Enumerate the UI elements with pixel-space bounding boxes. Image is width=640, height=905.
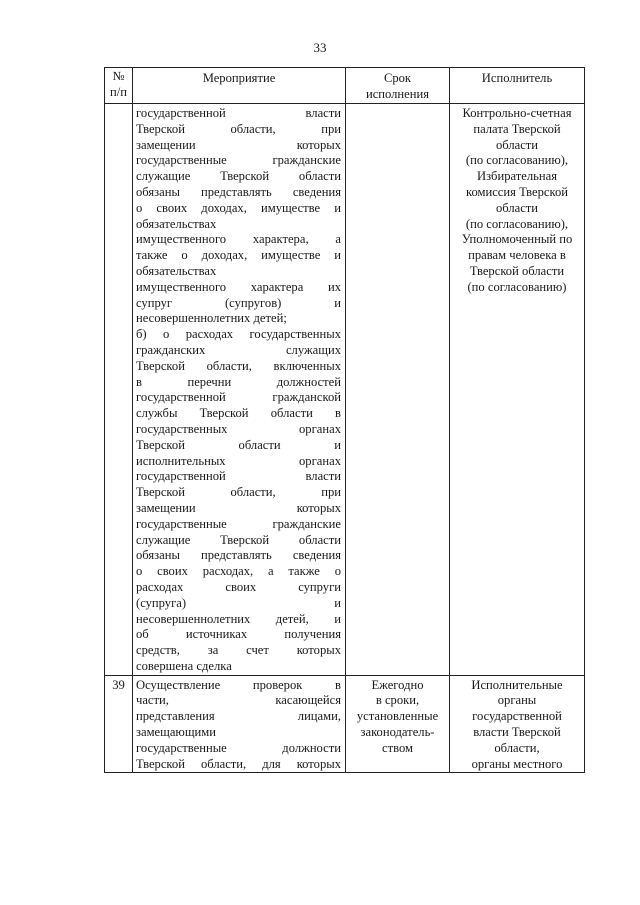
event-text-line: обязаны представлять сведения	[136, 548, 341, 563]
event-text-line: государственные должности	[136, 740, 341, 755]
row-number	[105, 104, 133, 676]
event-text-line: совершена сделка	[136, 658, 232, 673]
header-executor: Исполнитель	[450, 68, 585, 104]
event-text-line: государственной гражданской	[136, 390, 341, 405]
event-text-line: государственных органах	[136, 421, 341, 436]
executor-text-line: палата Тверской	[473, 121, 561, 136]
header-event: Мероприятие	[133, 68, 346, 104]
event-text-line: о своих доходах, имуществе и	[136, 200, 341, 215]
event-text-line: государственной власти	[136, 106, 341, 120]
executor-text-line: Исполнительные	[471, 677, 563, 692]
executor-text-line: области,	[494, 740, 540, 755]
event-text-line: средств, за счет которых	[136, 643, 341, 658]
executor-text-line: власти Тверской	[473, 725, 561, 740]
event-text-line: Тверской области и	[136, 437, 341, 452]
event-text-line: несовершеннолетних детей;	[136, 311, 287, 326]
event-text-line: государственной власти	[136, 469, 341, 484]
header-deadline	[346, 68, 450, 104]
event-text-line: б) о расходах государственных	[136, 327, 341, 342]
executor-text-line: комиссия Тверской	[465, 184, 569, 199]
header-deadline-line-1: Срок	[383, 71, 412, 85]
event-text-line: обязаны представлять сведения	[136, 184, 341, 199]
executor-text-line: Уполномоченный по	[461, 232, 573, 247]
event-text-line: Тверской области, включенных	[136, 358, 341, 373]
executor-cell	[450, 675, 585, 773]
measures-table	[104, 67, 585, 773]
event-text-line: несовершеннолетних детей, и	[136, 611, 341, 626]
event-text-line: замещении которых	[136, 137, 341, 152]
executor-text-line: правам человека в	[468, 248, 566, 263]
event-text-line: службы Тверской области в	[136, 406, 341, 421]
event-text-line: служащие Тверской области	[136, 169, 341, 184]
event-text-line: части, касающейся	[136, 693, 341, 708]
event-text-line: супруг (супругов) и	[136, 295, 341, 310]
event-text-line: расходах своих супруги	[136, 579, 341, 594]
event-cell	[133, 104, 346, 676]
row-number: 39	[105, 675, 133, 773]
event-text-line: служащие Тверской области	[136, 532, 341, 547]
executor-text-line: государственной	[472, 709, 562, 724]
table-row	[105, 104, 585, 676]
event-text-line: замещающими	[136, 725, 216, 740]
deadline-text-line: установленные	[356, 709, 439, 724]
executor-text-line: области	[495, 200, 539, 215]
header-number-line-2: п/п	[110, 85, 127, 99]
executor-text-line: (по согласованию)	[467, 279, 567, 294]
deadline-text-line: ством	[382, 740, 413, 755]
table-header-row	[105, 68, 585, 104]
deadline-cell	[346, 104, 450, 676]
event-text-line: исполнительных органах	[136, 453, 341, 468]
header-number	[105, 68, 133, 104]
executor-text-line: органы	[497, 693, 537, 708]
table-row	[105, 675, 585, 773]
event-text-line: обязательствах	[136, 216, 217, 231]
event-text-line: также о доходах, имуществе и	[136, 248, 341, 263]
event-text-line: замещении которых	[136, 500, 341, 515]
event-text-line: государственные гражданские	[136, 153, 341, 168]
deadline-text-line: законодатель-	[360, 725, 435, 740]
event-text-line: в перечни должностей	[136, 374, 341, 389]
event-text-line: имущественного характера их	[136, 279, 341, 294]
deadline-text-line: в сроки,	[375, 693, 420, 708]
deadline-text-line: Ежегодно	[371, 677, 424, 692]
executor-cell	[450, 104, 585, 676]
event-text-line: имущественного характера, а	[136, 232, 341, 247]
event-text-line: представления лицами,	[136, 709, 341, 724]
executor-text-line: Тверской области	[469, 263, 565, 278]
event-cell	[133, 675, 346, 773]
header-number-line-1: №	[112, 69, 125, 83]
event-text-line: Осуществление проверок в	[136, 677, 341, 692]
event-text-line: гражданских служащих	[136, 342, 341, 357]
executor-text-line: (по согласованию),	[465, 216, 569, 231]
header-deadline-line-2: исполнения	[365, 86, 430, 101]
executor-text-line: (по согласованию),	[465, 153, 569, 168]
event-text-line: Тверской области, для которых	[136, 756, 341, 771]
event-text-line: обязательствах	[136, 263, 217, 278]
executor-text-line: области	[495, 137, 539, 152]
executor-text-line: Избирательная	[476, 169, 558, 184]
event-text-line: Тверской области, при	[136, 485, 341, 500]
event-text-line: (супруга) и	[136, 595, 341, 610]
event-text-line: государственные гражданские	[136, 516, 341, 531]
executor-text-line: органы местного	[471, 756, 563, 771]
executor-text-line: Контрольно-счетная	[462, 106, 572, 120]
page-number: 33	[313, 40, 327, 55]
event-text-line: Тверской области, при	[136, 121, 341, 136]
deadline-cell	[346, 675, 450, 773]
event-text-line: о своих расходах, а также о	[136, 564, 341, 579]
event-text-line: об источниках получения	[136, 627, 341, 642]
